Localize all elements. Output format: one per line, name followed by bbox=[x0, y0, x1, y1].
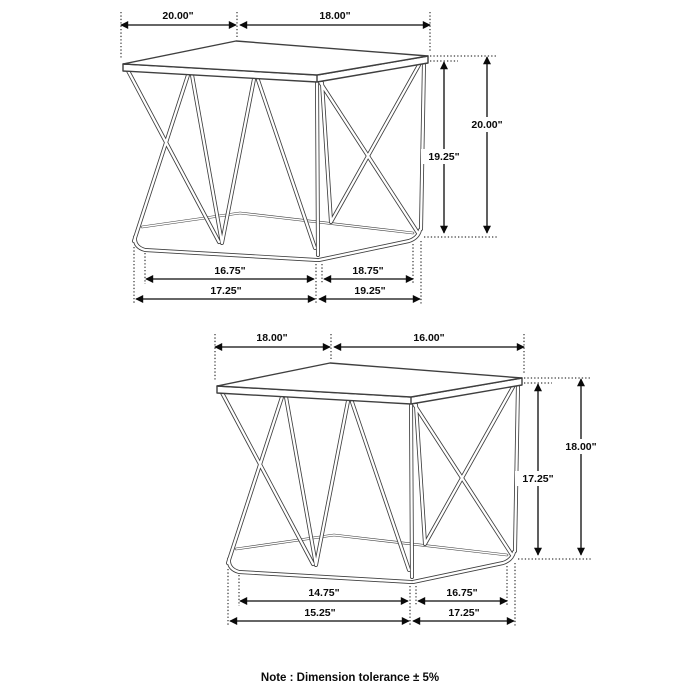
table-2-line-art bbox=[217, 363, 522, 582]
t2-base-inner-left-label: 14.75" bbox=[308, 587, 340, 599]
t1-base-inner-left-label: 16.75" bbox=[214, 265, 246, 277]
t2-base-inner-right-label: 16.75" bbox=[446, 587, 478, 599]
t2-height-outer-label: 18.00" bbox=[565, 441, 597, 453]
t2-top-width-label: 18.00" bbox=[256, 332, 288, 344]
t1-base-outer-left-label: 17.25" bbox=[210, 285, 242, 297]
t2-top-depth-label: 16.00" bbox=[413, 332, 445, 344]
t1-base-inner-right-label: 18.75" bbox=[352, 265, 384, 277]
t1-top-depth-label: 18.00" bbox=[319, 10, 351, 22]
t2-base-outer-left-label: 15.25" bbox=[304, 607, 336, 619]
table-1-line-art bbox=[123, 41, 428, 260]
t1-top-width-label: 20.00" bbox=[162, 10, 194, 22]
t1-base-outer-right-label: 19.25" bbox=[354, 285, 386, 297]
t2-base-outer-right-label: 17.25" bbox=[448, 607, 480, 619]
t2-height-inner-label: 17.25" bbox=[522, 473, 554, 485]
tolerance-note: Note : Dimension tolerance ± 5% bbox=[260, 672, 440, 684]
t1-height-outer-label: 20.00" bbox=[471, 119, 503, 131]
t1-height-inner-label: 19.25" bbox=[428, 151, 460, 163]
